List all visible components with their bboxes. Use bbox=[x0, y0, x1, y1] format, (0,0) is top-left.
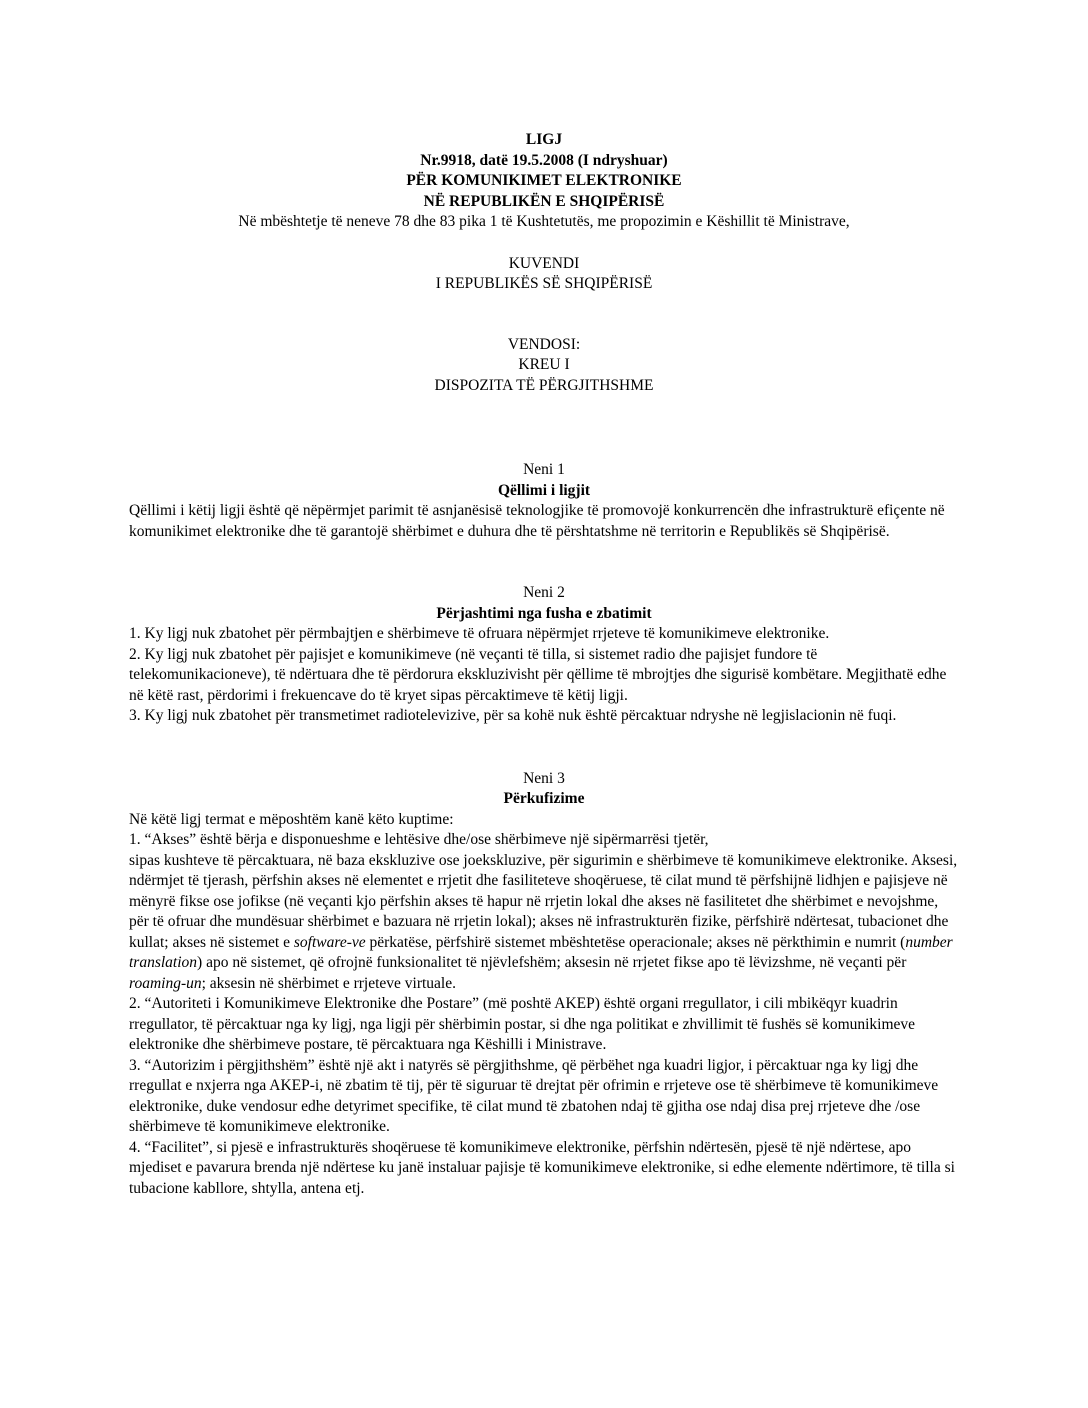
article-intro: Në këtë ligj termat e mëposhtëm kanë këto kuptime: bbox=[129, 810, 454, 828]
definition-general-authorization: 3. “Autorizim i përgjithshëm” është një akt i natyrës së përgjithshme, që përbëhet nga kuadri ligjor, i përcaktuar nga ky ligj dhe rregullat e nxjerra nga AKEP-i, në zbatim të tij, për të siguruar të drejtat për ofrimin e rrjeteve ose të shërbimeve të komunikimeve elektronike, duke vendosur edhe detyrimet specifike, të cilat mund të zbatohen ndaj të gjitha ose ndaj disa prej rrjeteve dhe /ose shërbimeve të komunikimeve elektronike. bbox=[129, 1056, 939, 1135]
law-title-line1: PËR KOMUNIKIMET ELEKTRONIKE bbox=[406, 172, 682, 189]
italic-term: software-ve bbox=[293, 933, 366, 951]
article-paragraph: 1. Ky ligj nuk zbatohet për përmbajtjen e shërbimeve të ofruara nëpërmjet rrjeteve të komunikimeve elektronike. bbox=[129, 625, 830, 642]
article-number: Neni 1 bbox=[523, 461, 565, 478]
article-paragraph: 3. Ky ligj nuk zbatohet për transmetimet radiotelevizive, për sa kohë nuk është përcaktuar ndryshe në legjislacionin në fuqi. bbox=[129, 707, 897, 724]
italic-term: roaming-un bbox=[129, 974, 202, 992]
article-title: Përkufizime bbox=[503, 790, 585, 807]
law-number: Nr.9918, datë 19.5.2008 (I ndryshuar) bbox=[420, 151, 668, 169]
article-paragraph: Qëllimi i këtij ligji është që nëpërmjet parimit të asnjanësisë teknologjike të promovojë konkurrencën dhe infrastrukturë efiçente në komunikimet elektronike dhe të garantojë shërbimet e duhura dhe të përshtatshme në territorin e Republikës së Shqipërisë. bbox=[129, 502, 945, 540]
legal-basis: Në mbështetje të neneve 78 dhe 83 pika 1 të Kushtetutës, me propozimin e Këshillit të Ministrave, bbox=[238, 213, 850, 230]
article-title: Përjashtimi nga fusha e zbatimit bbox=[436, 604, 652, 622]
article-number: Neni 2 bbox=[523, 584, 565, 601]
text-run: ; aksesin në shërbimet e rrjeteve virtuale. bbox=[201, 974, 456, 992]
article-number: Neni 3 bbox=[523, 769, 565, 787]
chapter-number: KREU I bbox=[518, 356, 570, 373]
assembly-line1: KUVENDI bbox=[508, 254, 580, 272]
article-2 bbox=[129, 583, 959, 727]
article-paragraph: 2. Ky ligj nuk zbatohet për pajisjet e komunikimeve (në veçanti të tilla, si sistemet radio dhe pajisjet fundore të telekomunikacioneve), të ndërtuara dhe të përdorura ekskluzivisht për qëllime të mbrojtjes dhe sigurisë kombëtare. Megjithatë edhe në këtë rast, përdorimi i frekuencave do të kryet sipas përcaktimeve të këtij ligji. bbox=[129, 645, 947, 704]
text-run: ) apo në sistemet, që ofrojnë funksionalitet të njëvlefshëm; aksesin në rrjetet fikse apo të lëvizshme, në veçanti për bbox=[197, 954, 907, 971]
definition-akses-line1: 1. “Akses” është bërja e disponueshme e lehtësive dhe/ose shërbimeve një sipërmarrësi tjetër, bbox=[129, 831, 709, 848]
chapter-title: DISPOZITA TË PËRGJITHSHME bbox=[434, 376, 654, 394]
article-title: Qëllimi i ligjit bbox=[497, 481, 591, 499]
text-run: përkatëse, përfshirë sistemet mbështetëse operacionale; akses në përkthimin e numrit ( bbox=[365, 933, 906, 951]
document-body bbox=[129, 130, 959, 1199]
text-run: sipas kushteve të përcaktuara, në baza ekskluzive ose joekskluzive, për sigurimin e shërbimeve të komunikimeve elektronike. Aksesi, ndërmjet të tjerash, përfshin akses në elementet e rrjetit dhe fasiliteteve shoqëruese, të cilat mund të përfshijnë lidhjen e pajisjeve në mënyrë fikse ose jofikse (në veçanti kjo përfshin akses të hapur në rrjetin lokal dhe akses në fasilitetet dhe shërbimet e nevojshme, për të ofruar dhe mundësuar shërbimet e bazuara në rrjetin lokal); akses në infrastrukturën fizike, përfshirë ndërtesat, tubacionet dhe kullat; akses në sistemet e bbox=[129, 851, 958, 951]
italic-term: number translation bbox=[129, 933, 953, 971]
assembly-line2: I REPUBLIKËS SË SHQIPËRISË bbox=[435, 275, 653, 292]
law-title-line2: NË REPUBLIKËN E SHQIPËRISË bbox=[423, 192, 665, 210]
definition-facility: 4. “Facilitet”, si pjesë e infrastrukturës shoqëruese të komunikimeve elektronike, përfshin ndërtesën, pjesë të një ndërtese, apo mjediset e pavarura brenda një ndërtese ku janë instaluar pajisje të komunikimeve elektronike, si edhe elemente ndërtimore, të tilla si tubacione kabllore, shtylla, antena etj. bbox=[129, 1138, 955, 1197]
definition-akep: 2. “Autoriteti i Komunikimeve Elektronike dhe Postare” (më poshtë AKEP) është organi rregullator, i cili mbikëqyr kuadrin rregullator, të përcaktuar nga ky ligj, nga ligji për shërbimin postar, si dhe nga politikat e zhvillimit të fushës së komunikimeve elektronike dhe shërbimeve postare, të përcaktuara nga Këshilli i Ministrave. bbox=[129, 995, 916, 1053]
law-label: LIGJ bbox=[525, 131, 563, 148]
article-1 bbox=[129, 460, 959, 542]
decided-label: VENDOSI: bbox=[507, 335, 581, 353]
definition-akses-body bbox=[129, 851, 959, 995]
article-3 bbox=[129, 769, 959, 1200]
